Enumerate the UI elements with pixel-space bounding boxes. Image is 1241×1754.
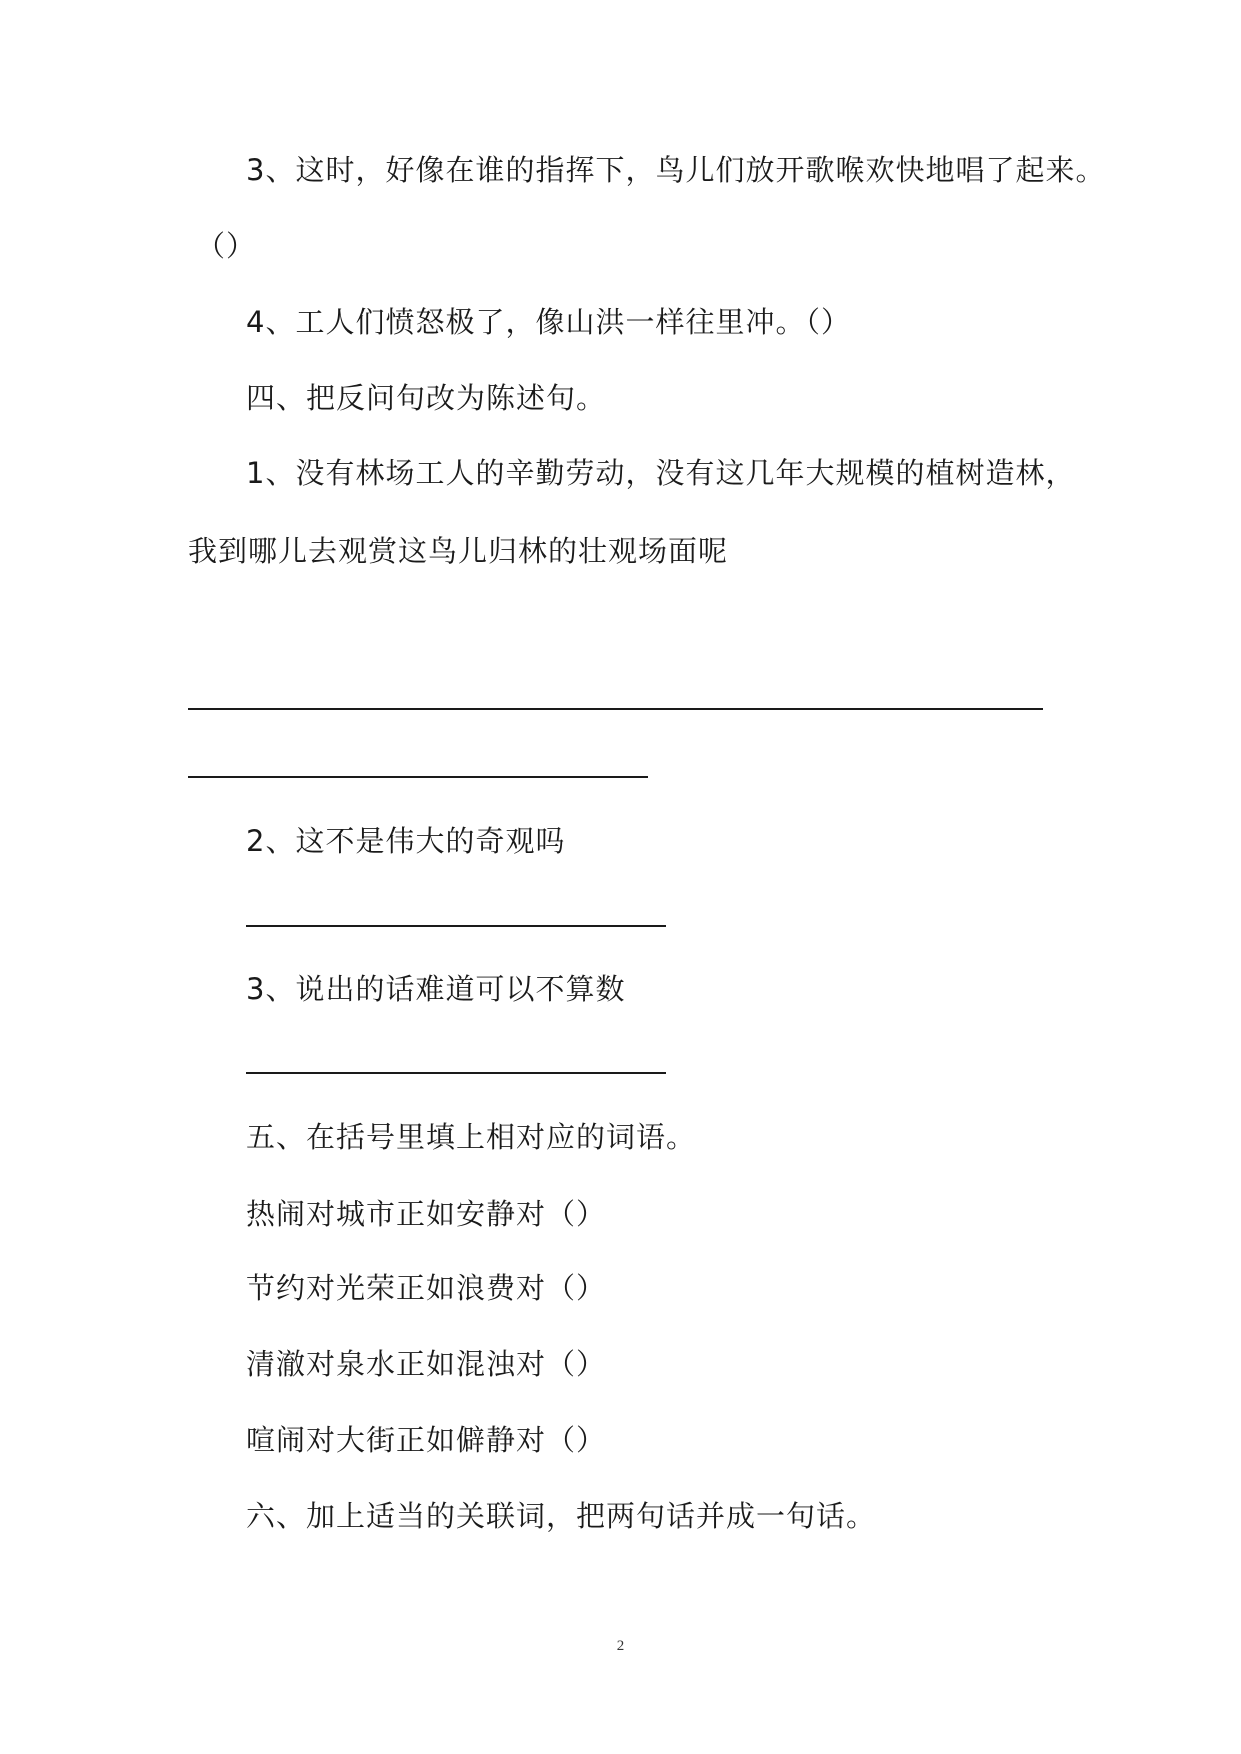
section-heading-4: 四、把反问句改为陈述句。 bbox=[246, 381, 607, 415]
question-3b-line: 3、说出的话难道可以不算数 bbox=[246, 972, 626, 1006]
word-pair-line: 清澈对泉水正如混浊对（） bbox=[246, 1347, 607, 1381]
answer-line bbox=[246, 1072, 666, 1074]
section-heading-5: 五、在括号里填上相对应的词语。 bbox=[246, 1120, 697, 1154]
word-pair-line: 热闹对城市正如安静对（） bbox=[246, 1197, 607, 1231]
answer-line bbox=[188, 776, 648, 778]
page-number: 2 bbox=[616, 1638, 625, 1654]
answer-line bbox=[188, 708, 1043, 710]
answer-line bbox=[246, 925, 666, 927]
word-pair-line: 喧闹对大街正如僻静对（） bbox=[246, 1423, 607, 1457]
question-1-continuation: 我到哪儿去观赏这鸟儿归林的壮观场面呢 bbox=[188, 534, 729, 568]
answer-bracket: （） bbox=[196, 229, 257, 263]
word-pair-line: 节约对光荣正如浪费对（） bbox=[246, 1271, 607, 1305]
question-1-line: 1、没有林场工人的辛勤劳动，没有这几年大规模的植树造林， bbox=[246, 456, 1076, 490]
question-4-line: 4、工人们愤怒极了，像山洪一样往里冲。（） bbox=[246, 305, 851, 339]
question-3-line: 3、这时，好像在谁的指挥下，鸟儿们放开歌喉欢快地唱了起来。 bbox=[246, 153, 1106, 187]
section-heading-6: 六、加上适当的关联词，把两句话并成一句话。 bbox=[246, 1499, 877, 1533]
question-2-line: 2、这不是伟大的奇观吗 bbox=[246, 824, 566, 858]
